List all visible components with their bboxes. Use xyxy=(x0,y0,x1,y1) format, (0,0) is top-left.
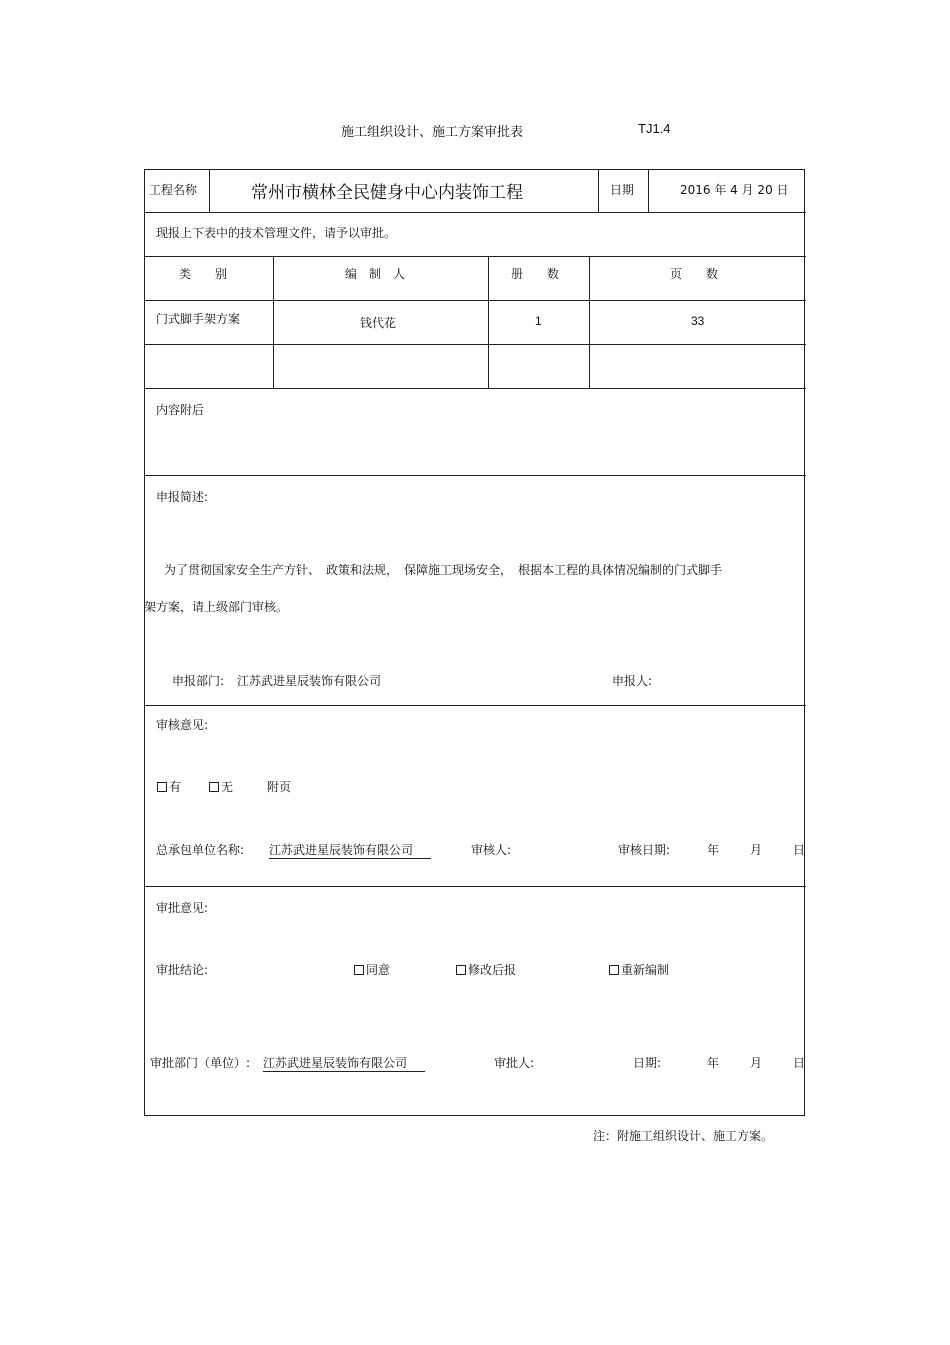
contractor-label: 总承包单位名称: xyxy=(156,843,245,857)
approval-year: 年 xyxy=(707,1056,720,1070)
doc-category: 门式脚手架方案 xyxy=(156,312,241,326)
divider xyxy=(144,886,806,887)
approval-date-label: 日期: xyxy=(633,1056,662,1070)
review-option-no[interactable] xyxy=(209,778,233,795)
option-label: 修改后报 xyxy=(468,963,517,977)
column-header-volumes: 册 数 xyxy=(511,267,560,281)
form-title: 施工组织设计、施工方案审批表 xyxy=(341,125,524,140)
checkbox-icon[interactable] xyxy=(456,965,466,975)
doc-pages: 33 xyxy=(691,314,705,328)
summary-text-line1: 为了贯彻国家安全生产方针、 政策和法规， 保障施工现场安全， 根据本工程的具体情况编制的门式脚手 xyxy=(164,563,723,577)
project-name-label: 工程名称 xyxy=(149,183,198,197)
option-label: 无 xyxy=(221,780,234,794)
review-year: 年 xyxy=(707,843,720,857)
reviewer-label: 审核人: xyxy=(471,843,512,857)
approver-label: 审批人: xyxy=(494,1056,535,1070)
doc-author: 钱代花 xyxy=(360,316,397,330)
divider xyxy=(144,300,806,301)
column-header-author: 编 制 人 xyxy=(345,267,406,281)
review-attach-label: 附页 xyxy=(267,780,292,794)
checkbox-icon[interactable] xyxy=(354,965,364,975)
date-label: 日期 xyxy=(610,183,635,197)
attachment-note: 内容附后 xyxy=(156,403,205,417)
summary-text-line2: 架方案，请上级部门审核。 xyxy=(144,600,289,614)
approval-month: 月 xyxy=(750,1056,763,1070)
column-header-pages: 页 数 xyxy=(670,267,719,281)
submit-dept-label: 申报部门: xyxy=(172,674,225,688)
approval-label: 审批意见: xyxy=(156,901,209,915)
review-label: 审核意见: xyxy=(156,718,209,732)
review-month: 月 xyxy=(750,843,763,857)
option-redo[interactable] xyxy=(609,961,669,978)
checkbox-icon[interactable] xyxy=(157,782,167,792)
applicant-label: 申报人: xyxy=(612,674,653,688)
approval-day: 日 xyxy=(793,1056,806,1070)
option-label: 有 xyxy=(169,780,182,794)
review-date-label: 审核日期: xyxy=(618,843,671,857)
divider xyxy=(144,705,806,706)
footnote: 注：附施工组织设计、施工方案。 xyxy=(593,1129,774,1143)
submit-dept-value: 江苏武进星辰装饰有限公司 xyxy=(237,674,382,688)
date-value: 2016 年 4 月 20 日 xyxy=(680,183,789,197)
submit-note: 现报上下表中的技术管理文件，请予以审批。 xyxy=(156,226,397,240)
approval-dept-value xyxy=(263,1054,425,1071)
form-code: TJ1.4 xyxy=(638,121,671,136)
divider xyxy=(144,475,806,476)
review-day: 日 xyxy=(793,843,806,857)
option-revise[interactable] xyxy=(456,961,516,978)
divider xyxy=(589,256,590,388)
option-agree[interactable] xyxy=(354,961,390,978)
option-label: 同意 xyxy=(366,963,391,977)
divider xyxy=(144,212,806,213)
contractor-value-text: 江苏武进星辰装饰有限公司 xyxy=(269,843,431,859)
divider xyxy=(144,388,806,389)
doc-volumes: 1 xyxy=(535,314,542,328)
review-option-yes[interactable] xyxy=(157,778,181,795)
divider xyxy=(209,169,210,212)
project-name-value: 常州市横林全民健身中心内装饰工程 xyxy=(251,183,523,203)
contractor-value xyxy=(269,841,431,858)
divider xyxy=(144,344,806,345)
conclusion-label: 审批结论: xyxy=(156,963,209,977)
divider xyxy=(648,169,649,212)
summary-label: 申报简述: xyxy=(156,490,209,504)
divider xyxy=(488,256,489,388)
approval-dept-value-text: 江苏武进星辰装饰有限公司 xyxy=(263,1056,425,1072)
checkbox-icon[interactable] xyxy=(209,782,219,792)
option-label: 重新编制 xyxy=(621,963,670,977)
column-header-category: 类 别 xyxy=(179,267,228,281)
divider xyxy=(273,256,274,388)
approval-dept-label: 审批部门（单位）: xyxy=(150,1056,251,1070)
divider xyxy=(598,169,599,212)
checkbox-icon[interactable] xyxy=(609,965,619,975)
divider xyxy=(144,256,806,257)
